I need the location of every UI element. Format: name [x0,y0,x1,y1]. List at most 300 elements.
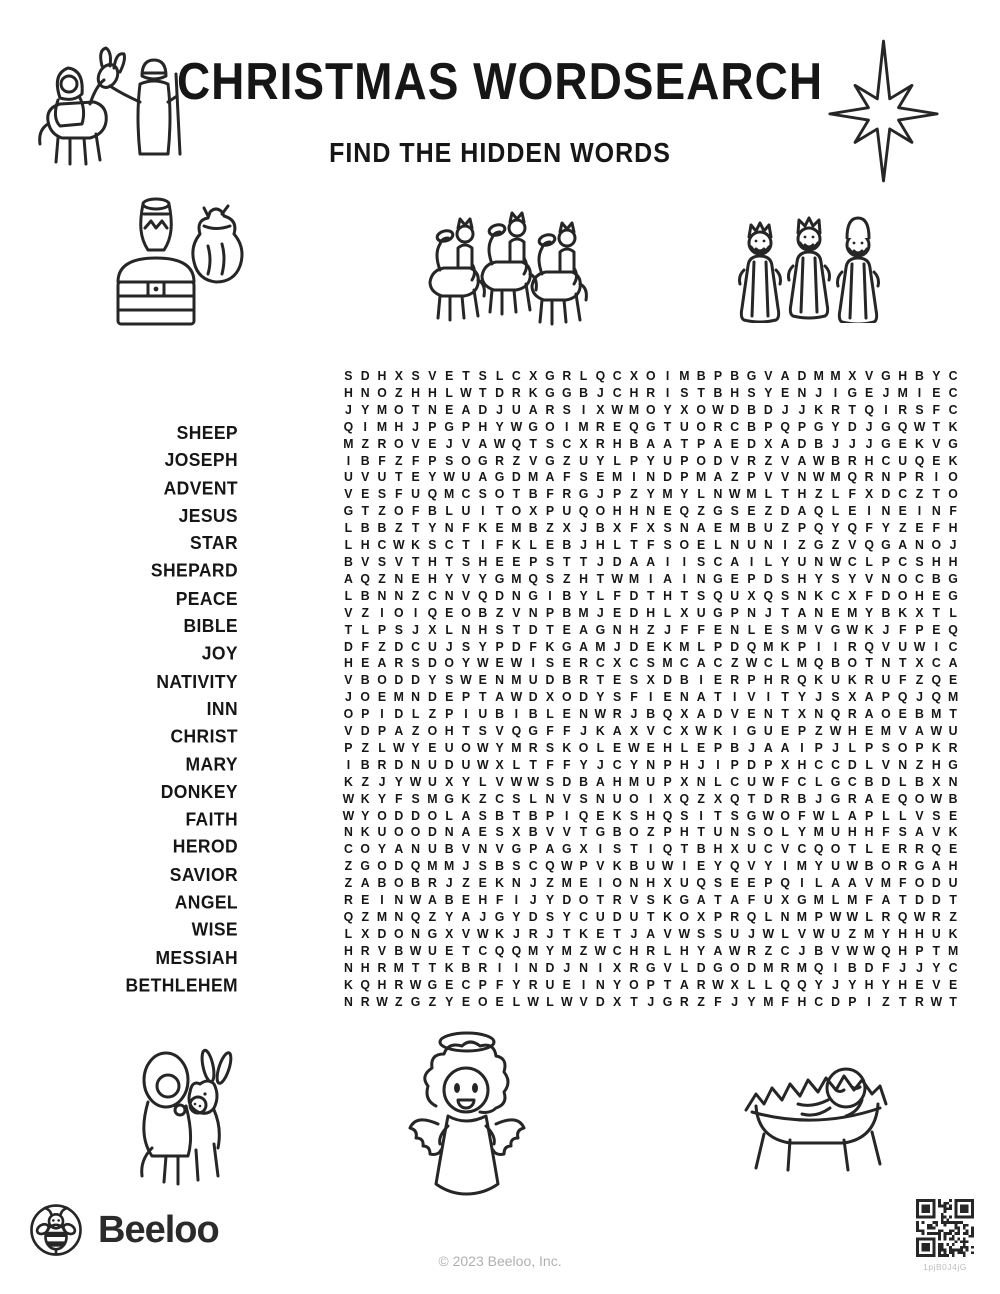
grid-cell: Q [763,588,774,604]
grid-cell: D [394,707,404,722]
grid-cell: O [629,977,639,993]
grid-cell: X [747,588,756,604]
grid-cell: S [478,487,487,503]
grid-cell: H [847,724,857,739]
grid-cell: N [511,588,521,604]
grid-cell: X [697,910,706,925]
grid-cell: O [578,741,589,756]
grid-cell: P [461,690,471,706]
grid-cell: G [410,994,421,1010]
grid-cell: T [462,724,470,739]
word-list-item: CHRIST [170,725,238,747]
grid-cell: P [747,673,756,689]
grid-cell: I [800,876,804,891]
grid-cell: S [730,808,739,824]
grid-cell: T [898,893,907,908]
grid-cell: A [461,825,471,841]
grid-cell: I [884,402,888,418]
grid-cell: X [865,487,874,503]
grid-cell: M [813,369,824,384]
grid-cell: N [696,774,706,790]
grid-cell: M [561,943,572,959]
grid-cell: Q [713,588,723,604]
grid-cell: Q [511,724,522,739]
grid-cell: U [898,639,908,655]
grid-cell: K [579,927,588,942]
grid-cell: Z [563,571,571,587]
grid-cell: B [915,369,924,384]
grid-cell: M [628,571,640,587]
grid-cell: O [595,504,606,520]
grid-cell: L [831,893,840,908]
grid-cell: Z [781,521,789,536]
grid-cell: N [763,707,773,722]
grid-cell: J [731,994,739,1010]
grid-cell: T [479,690,487,706]
grid-cell: W [728,943,741,959]
grid-cell: B [360,757,370,773]
grid-cell: B [747,402,756,418]
grid-cell: N [612,622,622,638]
grid-cell: E [562,707,571,722]
grid-cell: P [697,436,706,452]
grid-cell: J [882,622,890,638]
grid-cell: O [881,859,891,875]
grid-cell: G [746,808,757,824]
grid-cell: W [409,893,422,908]
grid-cell: L [613,538,621,553]
grid-cell: Q [679,504,690,520]
grid-cell: L [848,741,857,756]
three-kings-illustration [736,208,881,323]
grid-cell: L [680,741,689,756]
grid-cell: N [444,588,454,604]
grid-cell: I [917,504,922,520]
grid-cell: B [360,521,370,536]
grid-cell: G [494,470,505,486]
grid-cell: I [598,960,603,976]
grid-cell: X [848,690,857,706]
grid-cell: F [781,774,789,790]
grid-cell: B [747,521,756,536]
grid-cell: Z [462,876,470,891]
grid-cell: W [527,774,539,790]
grid-cell: A [915,724,924,739]
grid-cell: I [833,960,838,976]
grid-cell: O [427,724,438,739]
grid-cell: Q [545,859,555,875]
grid-cell: E [411,571,420,587]
grid-cell: R [360,994,370,1010]
grid-cell: D [915,893,924,908]
grid-cell: D [545,673,555,689]
grid-cell: E [932,588,941,604]
word-list-item: INN [206,698,238,720]
grid-cell: V [663,960,672,976]
grid-cell: W [863,943,875,959]
grid-cell: J [832,741,839,756]
grid-cell: P [445,707,454,722]
grid-cell: T [949,893,957,908]
grid-cell: T [428,960,437,976]
grid-cell: I [649,571,653,587]
grid-cell: J [630,927,638,942]
grid-cell: D [629,605,639,621]
grid-cell: W [728,487,741,503]
grid-cell: F [395,487,403,503]
grid-cell: F [411,504,420,520]
grid-cell: G [511,842,522,858]
grid-cell: V [865,876,874,891]
grid-cell: Y [596,690,605,706]
grid-cell: C [461,487,471,503]
grid-cell: T [697,825,705,841]
grid-cell: S [898,825,907,841]
grid-cell: N [579,707,588,722]
grid-cell: W [460,673,472,689]
grid-cell: V [629,893,639,908]
grid-cell: M [880,876,892,891]
grid-cell: L [663,943,672,959]
grid-cell: V [831,943,840,959]
grid-cell: N [343,994,353,1010]
grid-cell: D [881,774,891,790]
grid-cell: O [545,419,555,435]
grid-cell: B [730,741,740,756]
grid-cell: Q [410,859,421,875]
grid-cell: O [729,960,740,976]
grid-cell: O [427,808,438,824]
grid-cell: W [762,927,775,942]
grid-cell: D [411,808,421,824]
grid-cell: V [461,842,471,858]
grid-cell: T [344,622,353,638]
grid-cell: T [630,994,638,1010]
grid-cell: O [948,487,958,503]
grid-cell: Q [813,504,824,520]
grid-cell: T [663,977,672,993]
grid-cell: X [545,690,555,706]
grid-cell: T [613,927,621,942]
grid-cell: M [427,859,438,875]
grid-cell: B [915,774,924,790]
grid-cell: E [764,622,773,638]
grid-cell: L [445,504,453,520]
grid-cell: Q [864,538,874,553]
grid-cell: P [713,639,723,655]
grid-cell: O [629,825,639,841]
grid-cell: P [495,639,504,655]
grid-cell: S [697,927,706,942]
grid-cell: A [797,504,807,520]
grid-cell: U [730,588,740,604]
grid-cell: W [678,927,691,942]
grid-cell: M [511,521,522,536]
grid-cell: N [814,707,824,722]
grid-cell: F [495,977,504,993]
grid-cell: D [427,656,437,672]
grid-cell: O [461,741,471,756]
grid-cell: P [865,741,874,756]
brand-name: Beeloo [98,1208,219,1251]
grid-cell: N [394,588,404,604]
grid-cell: E [596,808,605,824]
grid-cell: Q [679,791,690,807]
grid-cell: V [932,436,941,452]
grid-cell: X [613,994,622,1010]
grid-cell: G [545,369,555,384]
grid-cell: P [865,808,874,824]
grid-cell: E [445,943,454,959]
grid-cell: B [579,386,588,401]
grid-cell: I [481,504,485,520]
grid-cell: R [377,960,387,976]
grid-cell: S [613,842,622,858]
grid-cell: C [898,487,908,503]
grid-cell: G [830,791,841,807]
grid-cell: V [344,605,353,621]
grid-cell: L [680,960,689,976]
grid-cell: E [713,521,723,536]
grid-cell: E [562,656,571,672]
grid-cell: S [545,910,555,925]
grid-cell: O [830,842,841,858]
grid-cell: B [595,521,605,536]
grid-cell: R [780,791,790,807]
grid-cell: A [763,741,773,756]
grid-cell: T [596,893,605,908]
grid-cell: M [880,724,892,739]
grid-cell: I [867,994,871,1010]
grid-cell: D [763,791,773,807]
grid-cell: U [461,757,471,773]
grid-cell: M [679,639,690,655]
grid-cell: A [831,876,840,891]
grid-cell: V [848,538,857,553]
grid-cell: M [628,774,640,790]
grid-cell: P [797,724,807,739]
grid-cell: B [864,774,874,790]
grid-cell: O [377,386,387,401]
grid-cell: B [713,386,723,401]
grid-cell: H [360,960,370,976]
grid-cell: Q [830,707,841,722]
grid-cell: W [812,453,825,469]
grid-cell: C [612,943,622,959]
grid-cell: E [831,605,840,621]
star-of-bethlehem-illustration [826,36,941,186]
grid-cell: E [747,504,756,520]
grid-cell: K [562,741,572,756]
grid-cell: J [764,605,772,621]
grid-cell: S [545,571,555,587]
grid-cell: T [898,656,907,672]
grid-cell: S [646,893,655,908]
grid-cell: F [411,453,420,469]
grid-cell: Z [814,487,823,503]
grid-cell: T [697,386,705,401]
grid-cell: V [562,791,571,807]
grid-cell: U [747,774,756,790]
grid-cell: T [512,487,521,503]
grid-cell: D [663,470,672,486]
grid-cell: P [881,555,890,570]
grid-cell: X [445,774,454,790]
grid-cell: S [478,808,487,824]
grid-cell: N [343,825,353,841]
grid-cell: E [881,842,890,858]
grid-cell: I [665,386,670,401]
grid-cell: D [360,369,370,384]
grid-cell: V [428,369,437,384]
grid-cell: N [545,791,555,807]
grid-cell: S [747,825,756,841]
grid-cell: C [898,555,908,570]
grid-cell: U [898,453,908,469]
grid-cell: F [680,622,689,638]
grid-cell: M [561,876,572,891]
grid-cell: B [881,605,891,621]
grid-cell: I [783,859,787,875]
grid-cell: W [930,994,943,1010]
grid-cell: N [797,470,807,486]
grid-cell: S [411,369,420,384]
grid-cell: I [632,470,636,486]
grid-cell: P [646,977,655,993]
grid-cell: I [598,842,603,858]
grid-cell: W [376,994,388,1010]
grid-cell: M [847,605,858,621]
grid-cell: W [611,571,623,587]
grid-cell: L [445,622,453,638]
grid-cell: R [931,910,941,925]
grid-cell: L [714,774,722,790]
grid-cell: Y [797,825,807,841]
grid-cell: O [461,605,471,621]
grid-cell: X [361,927,370,942]
grid-cell: O [377,808,387,824]
grid-cell: A [394,724,404,739]
grid-cell: J [596,487,604,503]
grid-cell: Y [512,910,521,925]
grid-cell: N [747,605,756,621]
grid-cell: U [663,453,672,469]
grid-cell: H [948,521,958,536]
grid-cell: G [713,605,723,621]
grid-cell: A [461,910,471,925]
grid-cell: V [915,808,924,824]
grid-cell: L [663,605,672,621]
grid-cell: C [814,994,824,1010]
grid-cell: N [595,977,605,993]
grid-cell: N [377,588,387,604]
grid-cell: R [545,402,555,418]
grid-cell: D [595,994,605,1010]
grid-cell: K [461,791,471,807]
grid-cell: N [881,470,891,486]
grid-cell: U [377,470,387,486]
grid-cell: C [595,656,605,672]
grid-cell: F [932,521,941,536]
grid-cell: T [680,842,689,858]
grid-cell: M [444,487,455,503]
grid-cell: S [613,690,622,706]
grid-cell: S [781,622,790,638]
grid-cell: P [428,419,437,435]
grid-cell: X [529,369,538,384]
grid-cell: B [360,673,370,689]
grid-cell: J [798,402,806,418]
grid-cell: S [713,876,723,891]
grid-cell: L [949,605,957,621]
grid-cell: I [581,977,586,993]
grid-cell: L [865,910,873,925]
grid-cell: R [864,470,874,486]
grid-cell: J [580,538,587,553]
grid-cell: M [847,893,858,908]
grid-cell: V [361,555,370,570]
grid-cell: N [948,774,958,790]
grid-cell: T [411,521,420,536]
grid-cell: U [763,521,773,536]
grid-cell: Q [729,791,740,807]
grid-cell: B [864,859,874,875]
grid-cell: F [563,470,571,486]
word-list-item: DONKEY [160,781,238,803]
grid-cell: T [579,555,588,570]
grid-cell: E [428,741,437,756]
word-list-item: BETHLEHEM [125,974,238,996]
grid-cell: N [595,791,605,807]
grid-cell: K [360,825,370,841]
grid-cell: J [529,876,537,891]
grid-cell: C [612,757,622,773]
grid-cell: W [930,724,943,739]
grid-cell: H [915,927,924,942]
grid-cell: Z [764,943,773,959]
grid-cell: X [680,707,689,722]
grid-cell: P [814,741,823,756]
grid-cell: P [579,859,588,875]
grid-cell: D [511,470,521,486]
grid-cell: K [847,673,857,689]
grid-cell: E [697,538,706,553]
grid-cell: U [696,605,706,621]
grid-cell: A [696,521,706,536]
grid-cell: R [915,842,924,858]
word-list-item: HEROD [172,836,238,858]
grid-cell: K [663,893,672,908]
grid-cell: P [361,707,370,722]
grid-cell: I [682,571,687,587]
grid-cell: Q [897,690,908,706]
grid-cell: X [915,656,924,672]
grid-cell: K [343,977,353,993]
grid-cell: G [578,487,589,503]
grid-cell: D [612,555,622,570]
grid-cell: J [664,622,671,638]
grid-cell: Z [697,504,705,520]
grid-cell: H [612,436,622,452]
grid-cell: Y [831,419,840,435]
grid-cell: S [478,724,487,739]
grid-cell: V [730,707,739,722]
grid-cell: G [561,842,572,858]
grid-cell: H [612,504,622,520]
grid-cell: A [780,369,790,384]
grid-cell: E [596,927,605,942]
grid-cell: B [562,588,572,604]
